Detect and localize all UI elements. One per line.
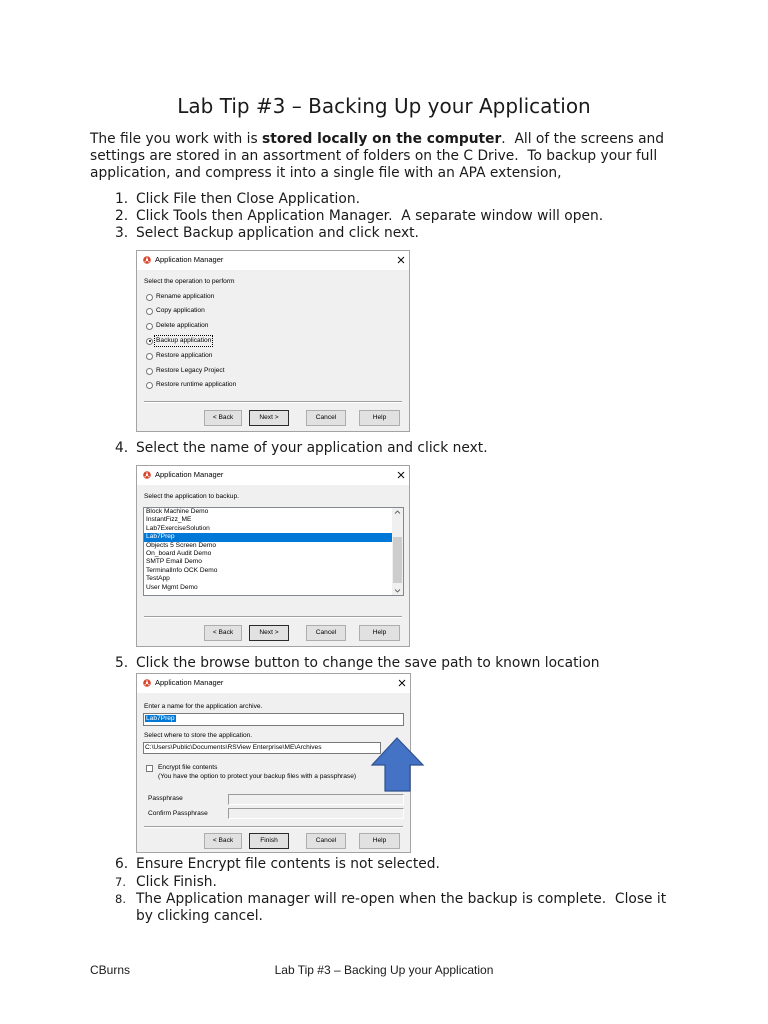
application-list (144, 508, 392, 592)
intro-text: The file you work with is (90, 131, 263, 147)
list-item: Block Machine Demo (146, 508, 209, 515)
option-label: Backup application (156, 337, 212, 344)
help-button: Help (359, 410, 400, 426)
passphrase-label: Passphrase (148, 795, 183, 802)
list-item: InstantFizz_ME (146, 516, 192, 524)
back-button: < Back (204, 625, 242, 641)
intro-paragraph (90, 131, 690, 182)
radio-button (146, 368, 153, 375)
app-manager-icon (143, 679, 151, 687)
dialog-titlebar (137, 251, 409, 270)
list-item: Lab7Prep (144, 533, 392, 541)
up-arrow-icon (370, 736, 426, 794)
step-number: 1. (115, 191, 129, 207)
finish-button: Finish (249, 833, 289, 849)
option-label: Restore runtime application (156, 381, 237, 388)
dialog-separator (144, 826, 403, 828)
radio-button (146, 382, 153, 389)
close-icon (397, 256, 405, 264)
step-number: 6. (115, 856, 129, 872)
next-button: Next > (249, 625, 289, 641)
next-button: Next > (249, 410, 289, 426)
step-1 (115, 191, 676, 208)
encrypt-note: (You have the option to protect your backup files with a passphrase) (158, 773, 357, 780)
close-icon (397, 471, 405, 479)
list-item: Objects 5 Screen Demo (146, 541, 216, 549)
app-manager-icon (143, 256, 151, 264)
select-app-prompt: Select the application to backup. (144, 493, 239, 500)
encrypt-label: Encrypt file contents (158, 764, 218, 771)
encrypt-option (146, 764, 217, 772)
back-button: < Back (204, 833, 242, 849)
list-item: Lab7ExerciseSolution (146, 524, 210, 532)
step-text: Select the name of your application and click next. (136, 440, 488, 456)
option-label: Copy application (156, 307, 205, 314)
archive-location-field (143, 742, 381, 754)
dialog-titlebar (137, 466, 409, 485)
scrollbar-thumb (393, 537, 402, 583)
step-4 (115, 440, 676, 457)
step-text: Ensure Encrypt file contents is not selected. (136, 856, 440, 872)
step-5 (115, 655, 676, 672)
step-text: Select Backup application and click next. (136, 225, 419, 241)
step-number: 8. (115, 892, 126, 906)
step-3 (115, 225, 676, 242)
cancel-button: Cancel (306, 833, 346, 849)
radio-button (146, 294, 153, 301)
help-button: Help (359, 833, 400, 849)
radio-button (146, 308, 153, 315)
application-listbox (143, 507, 404, 596)
archive-location-prompt: Select where to store the application. (144, 732, 253, 739)
cancel-button: Cancel (306, 625, 346, 641)
step-text: Click the browse button to change the save path to known location (136, 655, 600, 671)
chevron-up-icon (394, 509, 401, 515)
radio-button (146, 338, 153, 345)
operation-prompt: Select the operation to perform (144, 278, 235, 285)
confirm-passphrase-label: Confirm Passphrase (148, 810, 208, 817)
dialog-title: Application Manager (155, 255, 224, 264)
help-button: Help (359, 625, 400, 641)
back-button: < Back (204, 410, 242, 426)
step-text: Click Finish. (136, 874, 217, 890)
option-restore-legacy (146, 367, 225, 375)
archive-name-value: Lab7Prep (146, 715, 175, 722)
step-6 (115, 856, 676, 873)
list-item: On_board Audit Demo (146, 549, 212, 557)
dialog-separator (144, 616, 402, 618)
footer-author: CBurns (90, 963, 131, 977)
dialog-title: Application Manager (155, 678, 224, 687)
step-number: 7. (115, 875, 126, 889)
confirm-passphrase-field (228, 808, 404, 819)
list-item: TerminalInfo OCK Demo (146, 566, 218, 574)
step-text: Click Tools then Application Manager. A separate window will open. (136, 208, 604, 224)
step-text: Click File then Close Application. (136, 191, 360, 207)
dialog-title: Application Manager (155, 470, 224, 479)
list-scrollbar (392, 508, 403, 595)
option-rename (146, 293, 214, 301)
option-label: Delete application (156, 322, 209, 329)
option-label: Rename application (156, 293, 215, 300)
archive-name-prompt: Enter a name for the application archive. (144, 703, 263, 710)
step-2 (115, 208, 676, 225)
list-item: User Mgmt Demo (146, 583, 198, 591)
step-number: 2. (115, 208, 129, 224)
page-title: Lab Tip #3 – Backing Up your Application (177, 94, 591, 118)
option-label: Restore Legacy Project (156, 367, 225, 374)
option-restore-runtime (146, 381, 236, 389)
step-text: The Application manager will re-open when the backup is complete. Close it by clicking cancel. (136, 891, 671, 924)
footer-title: Lab Tip #3 – Backing Up your Application (274, 963, 494, 977)
option-label: Restore application (156, 352, 213, 359)
step-number: 5. (115, 655, 129, 671)
step-7 (115, 874, 676, 891)
option-delete (146, 322, 208, 330)
option-restore (146, 352, 212, 360)
radio-button (146, 323, 153, 330)
intro-text-continued: . All of the screens and settings are stored in an assortment of folders on the C Drive. To backup your full application, and compress it into a single file with an APA extension, (90, 131, 669, 181)
close-icon (398, 679, 406, 687)
step-8 (115, 891, 676, 925)
radio-button (146, 353, 153, 360)
dialog-separator (144, 401, 402, 403)
intro-emphasis: stored locally on the computer (262, 131, 502, 147)
list-item: TestApp (146, 575, 170, 583)
archive-name-field (143, 713, 404, 726)
archive-location-value: C:\Users\Public\Documents\RSView Enterprise\ME\Archives (145, 744, 322, 751)
dialog-operation-screenshot (136, 250, 410, 432)
option-copy (146, 307, 205, 315)
step-number: 3. (115, 225, 129, 241)
encrypt-checkbox (146, 765, 153, 772)
option-backup (146, 337, 211, 345)
list-item: SMTP Email Demo (146, 558, 202, 566)
passphrase-field (228, 794, 404, 805)
dialog-select-app-screenshot (136, 465, 410, 647)
cancel-button: Cancel (306, 410, 346, 426)
chevron-down-icon (394, 588, 401, 594)
app-manager-icon (143, 471, 151, 479)
dialog-titlebar (137, 674, 410, 693)
step-number: 4. (115, 440, 129, 456)
